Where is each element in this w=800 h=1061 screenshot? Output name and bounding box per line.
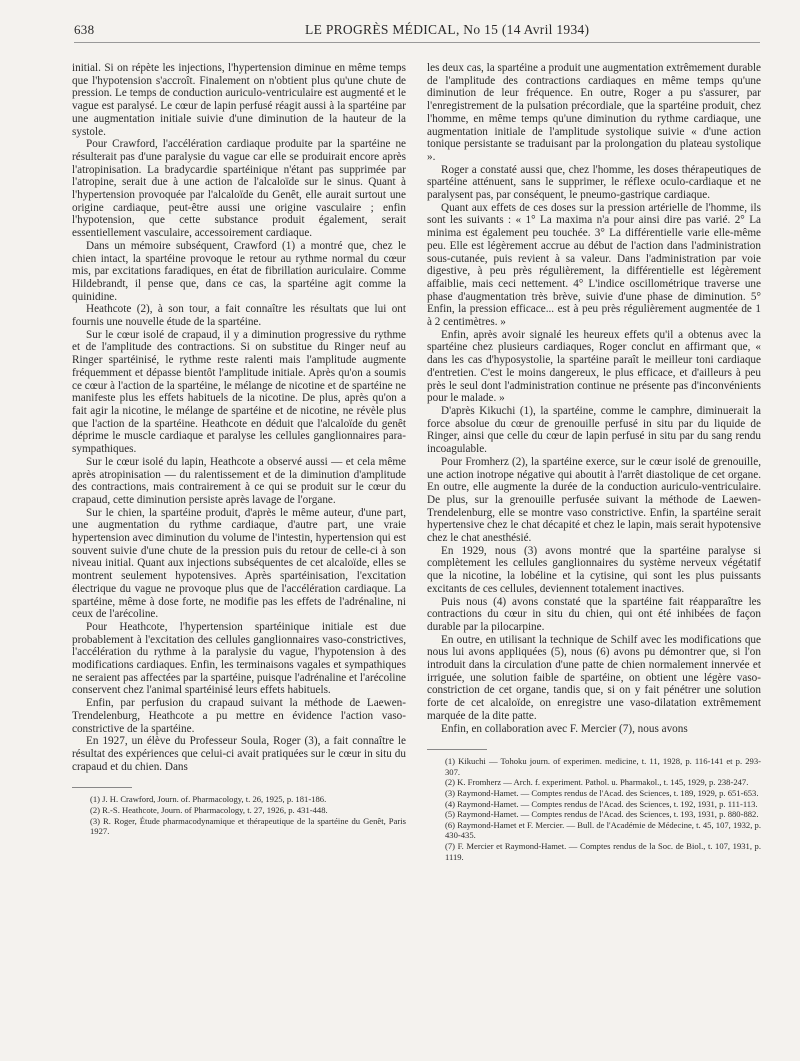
paragraph: les deux cas, la spartéine a produit une augmentation extrêmement durable de l'amplitude des contractions cardiaques en même temps qu'une diminution de leur fréquence. En outre, Roger a pu s'assurer, par l'enregistrement de la pulsation précordiale, que la spartéine produit, chez l'homme, en même temps qu'une diminution du rythme cardiaque, une augmentation initiale de l'amplitude systolique suivie « d'une action tonique persistante se traduisant par la prolongation du plateau systolique ».: [427, 62, 761, 163]
paragraph: initial. Si on répète les injections, l'hypertension diminue en même temps que l'hypotension s'accroît. Finalement on n'obtient plus qu'une chute de pression. Le temps de conduction auriculo-ventriculaire est augmenté et le vague est paralysé. Le cœur de lapin perfusé réagit aussi à la spartéine par une augmentation initiale suivie d'une diminution de la hauteur de la systole.: [72, 62, 406, 138]
footnote: (5) Raymond-Hamet. — Comptes rendus de l'Acad. des Sciences, t. 193, 1931, p. 880-882.: [445, 809, 759, 820]
paragraph: Dans un mémoire subséquent, Crawford (1) a montré que, chez le chien intact, la spartéine provoque le retour au rythme normal du cœur mis, par excitations faradiques, en état de fibrillation auriculaire. Comme Hildebrandt, il pense que, dans ce cas, la spartéine agit comme la quinidine.: [72, 239, 406, 303]
paragraph: Pour Heathcote, l'hypertension spartéinique initiale est due probablement à l'excitation des cellules ganglionnaires vaso-constrictives, l'accélération du rythme à la paralysie du vague, l'hypotension à des modifications cardiaques. Enfin, les terminaisons vagales et sympathiques ne seraient pas affectées par la spartéine, puisque l'adrénaline et l'arécoline conservent chez l'animal spartéinisé leurs effets habituels.: [72, 620, 407, 697]
footnote: (6) Raymond-Hamet et F. Mercier. — Bull. de l'Académie de Médecine, t. 45, 107, 1932, p. 430-435.: [445, 819, 761, 841]
footnote: (3) R. Roger, Étude pharmacodynamique et thérapeutique de la spartéine du Genêt, Paris 1927.: [90, 815, 406, 837]
paragraph: Pour Fromherz (2), la spartéine exerce, sur le cœur isolé de grenouille, une action inotrope négative qui aboutit à l'arrêt diastolique de cet organe. En outre, elle augmente la durée de la conduction auriculo-ventriculaire. De plus, sur la grenouille perfusée suivant la méthode de Laewen-Trendelenburg, elle se montre vaso constrictive. Enfin, la spartéine serait hypertensive chez le chat décapité et chez le lapin, mais serait hypotensive chez le chat anesthésié.: [427, 455, 761, 545]
paragraph: Roger a constaté aussi que, chez l'homme, les doses thérapeutiques de spartéine atténuent, sans le supprimer, le réflexe oculo-cardiaque et ne paralysent pas, par conséquent, le pneumo-gastrique cardiaque.: [427, 163, 761, 202]
paragraph: Enfin, en collaboration avec F. Mercier (7), nous avons: [441, 722, 688, 735]
paragraph: Heathcote (2), à son tour, a fait connaître les résultats que lui ont fournis une nouvelle étude de la spartéine.: [72, 303, 406, 329]
running-header: [74, 22, 760, 43]
footnote: (1) Kikuchi — Tohoku journ. of experimen. medicine, t. 11, 1928, p. 116-141 et p. 293-307.: [445, 756, 761, 777]
footnote: (1) J. H. Crawford, Journ. of. Pharmacology, t. 26, 1925, p. 181-186.: [90, 794, 327, 805]
footnote: (3) Raymond-Hamet. — Comptes rendus de l'Acad. des Sciences, t. 189, 1929, p. 651-653.: [445, 788, 759, 799]
footnotes: [72, 794, 406, 836]
paragraph: Sur le cœur isolé du lapin, Heathcote a observé aussi — et cela même après atropinisation — du ralentissement et de la diminution d'amplitude des contractions, mais contrairement à ce qui se produit sur le cœur du crapaud, cette diminution persiste après lavage de l'organe.: [72, 455, 406, 506]
right-column: [427, 62, 761, 862]
paragraph: En outre, en utilisant la technique de Schilf avec les modifications que nous lui avons appliquées (5), nous (6) avons pu démontrer que, si l'on introduit dans la circulation d'une patte de chien normalement innervée et irriguée, une solution faible de spartéine, on obtient une légère vaso-constriction de cet organe, tandis que, si on y fait pénétrer une solution forte de cet alcaloïde, on enregistre une vaso-dilatation extrêmement marquée de la dite patte.: [427, 633, 761, 722]
footnote-rule: [72, 787, 132, 788]
footnote: (2) K. Fromherz — Arch. f. experiment. Pathol. u. Pharmakol., t. 145, 1929, p. 238-247.: [445, 777, 749, 788]
paragraph: D'après Kikuchi (1), la spartéine, comme le camphre, diminuerait la force absolue du cœur de grenouille perfusé in situ par du liquide de Ringer, ainsi que celle du cœur de lapin perfusé in situ par du sang rendu incoagulable.: [427, 404, 761, 456]
paragraph: Puis nous (4) avons constaté que la spartéine fait réapparaître les contractions du cœur in situ du chien, qui ont été inhibées de façon durable par la pilocarpine.: [427, 595, 761, 633]
paragraph: Pour Crawford, l'accélération cardiaque produite par la spartéine ne résulterait pas d'une paralysie du vague car elle se produirait encore après l'atropinisation. La bradycardie spartéinique n'étant pas supprimée par l'atropine, serait due à une action de l'alcaloïde sur le sinus. Quant à l'hypertension provoquée par l'alcaloïde du Genêt, elle aurait surtout une origine cardiaque, peut-être aussi une origine vasculaire ; enfin l'hypotension, que cette substance produit également, serait essentiellement vasculaire, accessoirement cardiaque.: [72, 138, 406, 240]
journal-title: LE PROGRÈS MÉDICAL, No 15 (14 Avril 1934): [305, 22, 590, 37]
footnotes: [427, 756, 761, 862]
left-column: [72, 62, 406, 837]
paragraph: Quant aux effets de ces doses sur la pression artérielle de l'homme, ils sont les suivants : « 1° La maxima n'a pour ainsi dire pas varié. 2° La minima est également peu touchée. 3° La différentielle varie elle-même peu. Elle est légèrement accrue au début de l'action dans l'administration sous-cutanée, puis revient à sa valeur. Dans l'administration par voie digestive, à peu près régulièrement, la différentielle est légèrement affaiblie, mais ceci nettement. 4° L'indice oscillométrique traverse une phase d'augmentation très brève, suivie d'une phase de diminution. 5° Enfin, la pression efficace... est à peu près régulièrement augmentée de 1 à 2 centimètres. »: [427, 201, 761, 329]
footnote: (4) Raymond-Hamet. — Comptes rendus de l'Acad. des Sciences, t. 192, 1931, p. 111-113.: [445, 798, 758, 809]
paragraph: En 1929, nous (3) avons montré que la spartéine paralyse si complètement les cellules ganglionnaires du système nerveux végétatif que la nicotine, la lobéline et la cytisine, qui sont les plus puissants excitants de ces cellules, deviennent totalement inactives.: [427, 544, 761, 595]
footnote: (2) R.-S. Heathcote, Journ. of Pharmacology, t. 27, 1926, p. 431-448.: [90, 804, 328, 815]
paragraph: En 1927, un élève du Professeur Soula, Roger (3), a fait connaître le résultat des expériences que celui-ci avait pratiquées sur le cœur in situ du crapaud et du chien. Dans: [72, 735, 406, 773]
paragraph: Enfin, après avoir signalé les heureux effets qu'il a obtenus avec la spartéine chez plusieurs cardiaques, Roger conclut en affirmant que, « dans les cas d'hyposystolie, la spartéine paraît le meilleur toni cardiaque d'entretien. C'est le moins dangereux, le plus efficace, et d'ailleurs à peu près le seul dont l'administration continue ne présente pas d'inconvénients pour le malade. »: [427, 328, 761, 405]
footnote: (7) F. Mercier et Raymond-Hamet. — Comptes rendus de la Soc. de Biol., t. 107, 1931, p. 1119.: [445, 841, 761, 862]
footnote-rule: [427, 749, 487, 750]
page-number: 638: [74, 22, 95, 37]
paragraph: Sur le chien, la spartéine produit, d'après le même auteur, d'une part, une augmentation du rythme cardiaque, d'autre part, une vraie hypertension avec diminution du volume de l'intestin, hypertension qui est souvent suivie d'une chute de la pression puis du retour de celle-ci à son niveau initial. Quant aux injections subséquentes de cet alcaloïde, elles se montrent seulement hypotensives. Après spartéinisation, l'excitation électrique du vague ne provoque plus que de l'accélération cardiaque. La spartéine, même à dose forte, ne modifie pas les effets de l'adrénaline, ni ceux de l'arécoline.: [72, 506, 406, 621]
paragraph: Sur le cœur isolé de crapaud, il y a diminution progressive du rythme et de l'amplitude des contractions. Si on substitue du Ringer neuf au Ringer spartéinisé, le rythme reste ralenti mais l'amplitude augmente fréquemment et dépasse bientôt l'amplitude initiale. Après qu'on a soumis ce cœur à l'action de la spartéine, le mélange de nicotine et de spartéine ne manifeste plus les effets habituels de la nicotine. De plus, après qu'on a fait agir la nicotine, le mélange de spartéine et de nicotine, ne révèle plus que l'action de la spartéine. Heathcote en déduit que l'alcaloïde du genêt déprime le muscle cardiaque et paralyse les cellules ganglionnaires para-sympathiques.: [72, 328, 406, 456]
paragraph: Enfin, par perfusion du crapaud suivant la méthode de Laewen-Trendelenburg, Heathcote a pu mettre en évidence l'action vaso-constrictive de la spartéine.: [72, 697, 406, 735]
